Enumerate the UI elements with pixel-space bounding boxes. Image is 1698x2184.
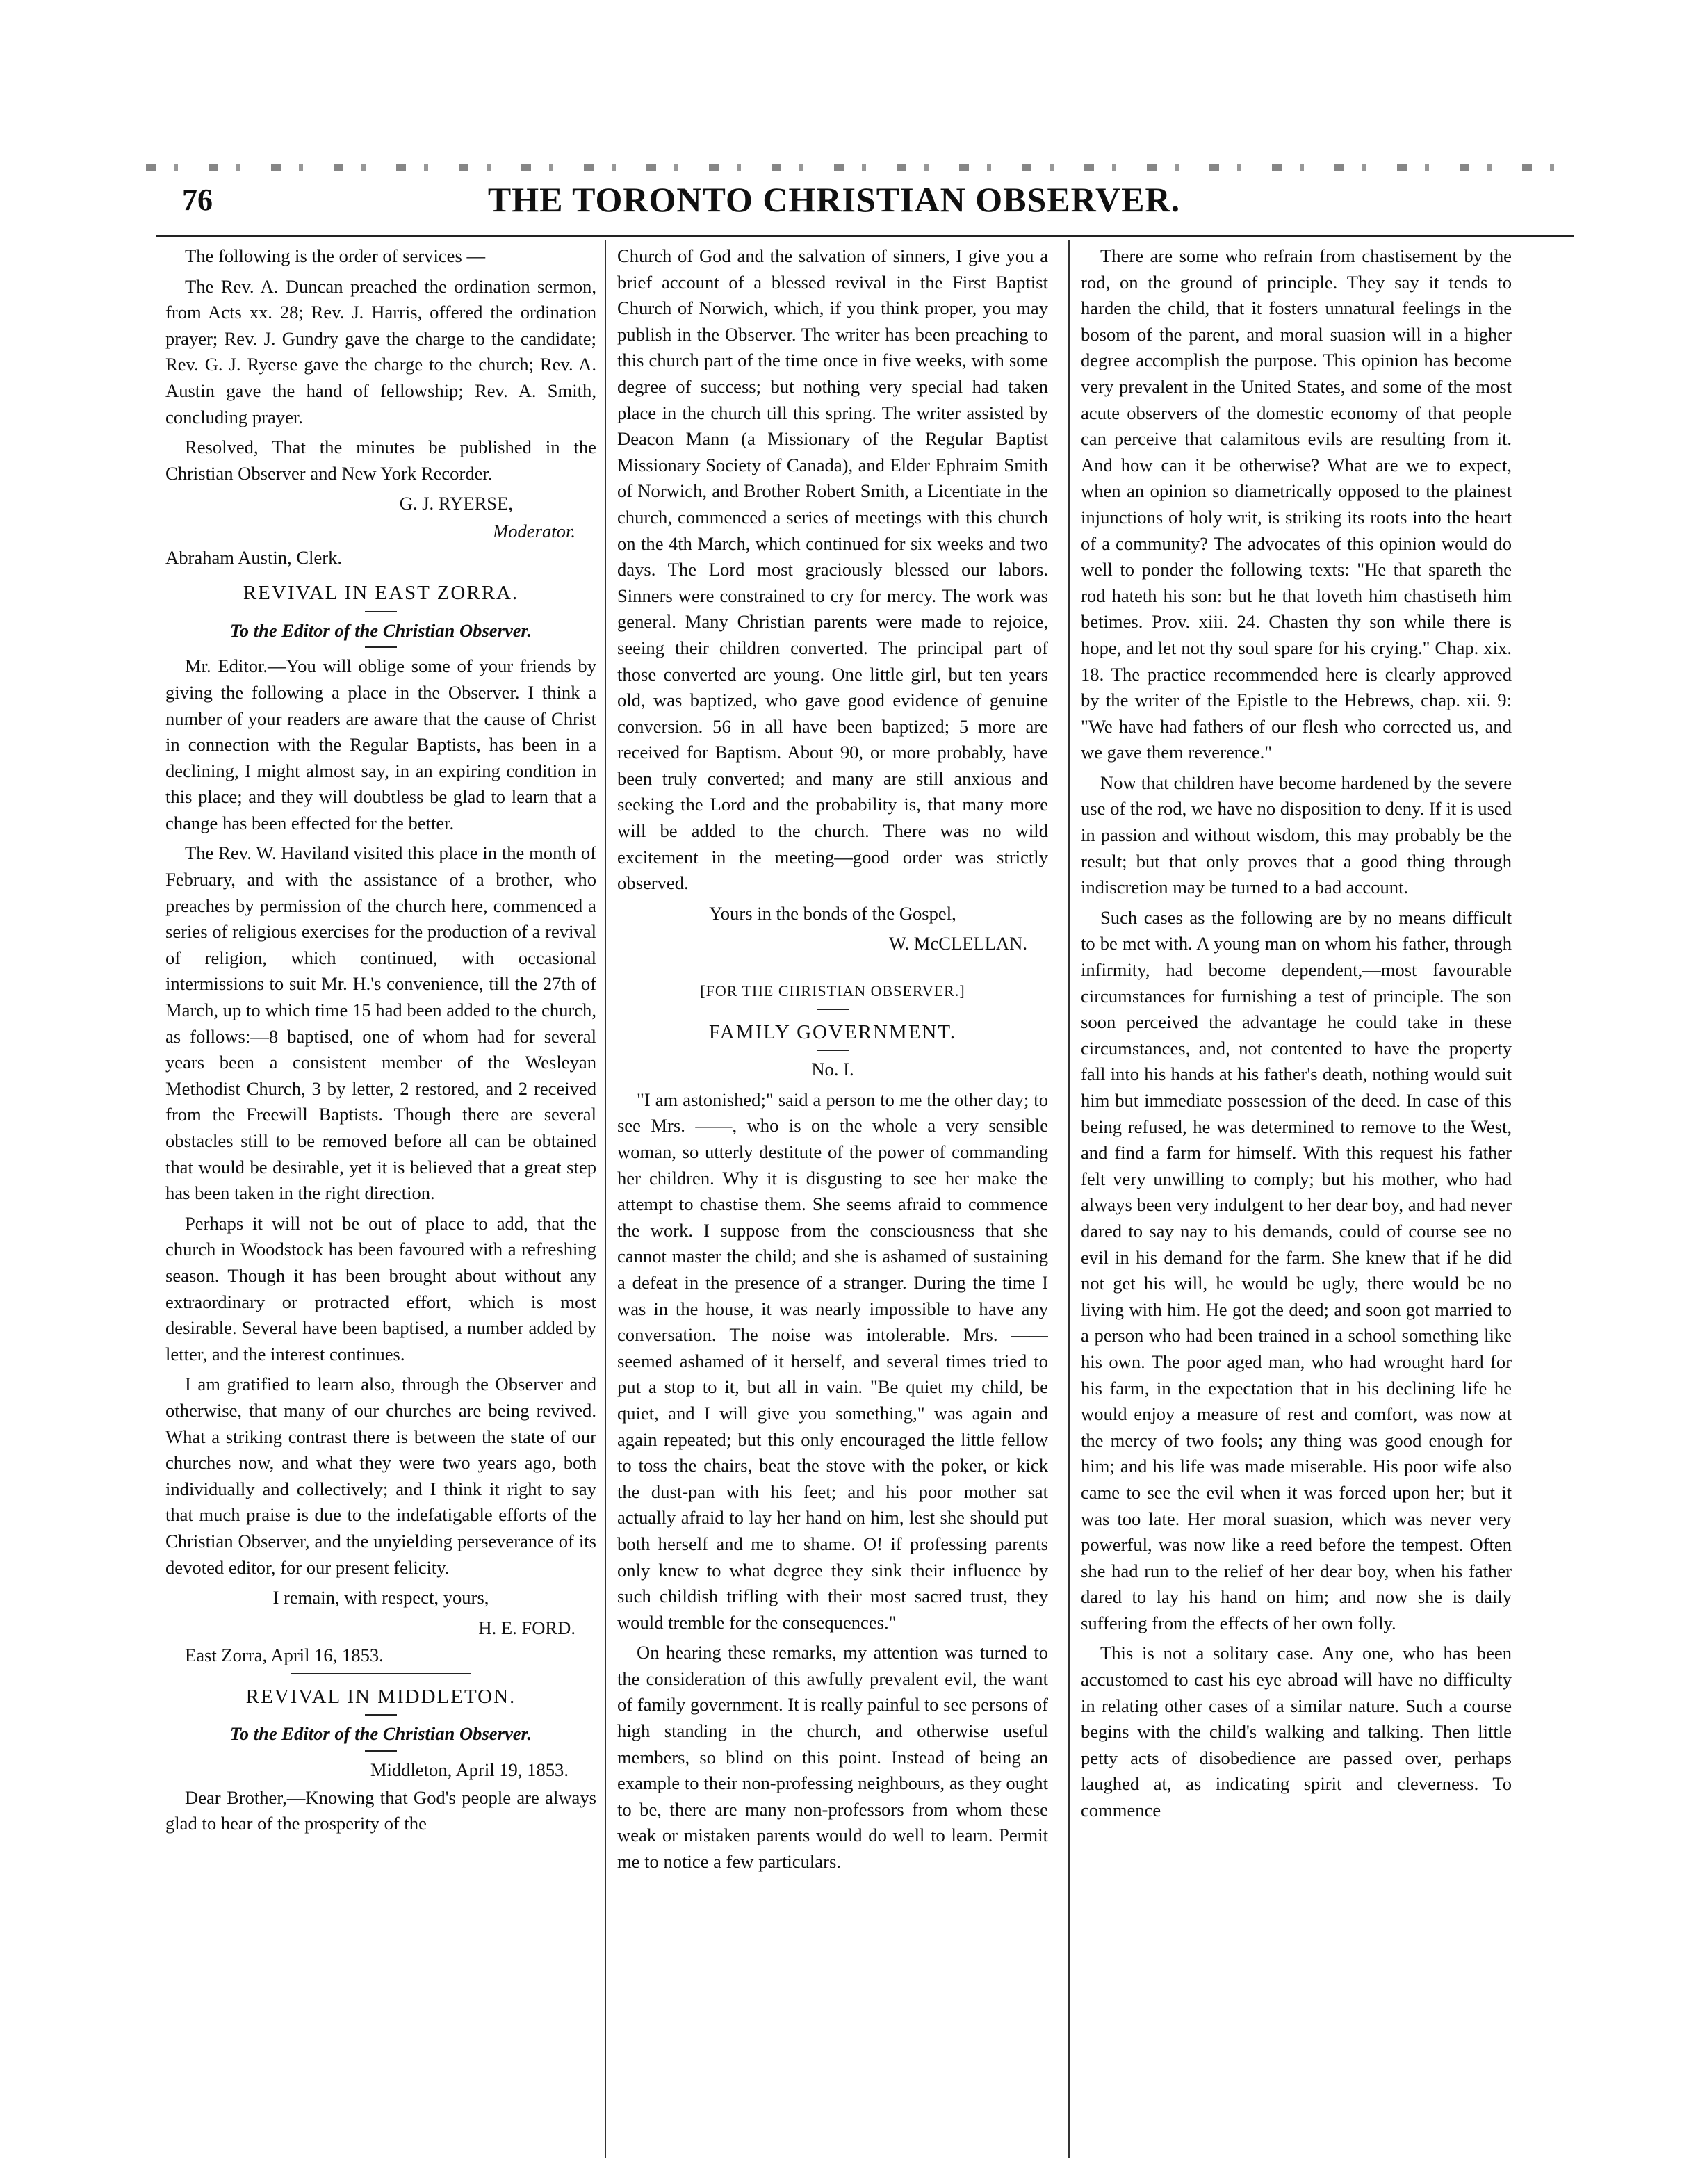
column-divider <box>605 240 606 2158</box>
article-subheading: To the Editor of the Christian Observer. <box>229 1723 532 1745</box>
masthead-title: THE TORONTO CHRISTIAN OBSERVER. <box>487 180 1181 219</box>
heading-rule <box>365 611 397 612</box>
dateline: Middleton, April 19, 1853. <box>370 1759 569 1781</box>
article-tag: [FOR THE CHRISTIAN OBSERVER.] <box>700 982 965 1000</box>
paragraph: Resolved, That the minutes be published in the Christian Observer and New York Recorder. <box>165 437 596 484</box>
closing-line: Yours in the bonds of the Gospel, <box>709 902 956 924</box>
paragraph: Such cases as the following are by no means difficult to be met with. A young man on whom his father, through infirmity, had become dependent,—most favourable circumstances for furnishing a test of principle. The son soon perceived the advantage he could take in these circumstances, and, not contented to have the property fall into his hands at his father's death, nothing would suit him but immediate possession of the deed. In case of this being refused, he was determined to remove to the West, and find a farm for himself. With this request his father felt very unwilling to comply; but his mother, who had always been very indulgent to her dear boy, and had never dared to say nay to his demands, could of course see no evil in his demand for the farm. She knew that if he did not get his will, he would be ugly, there would be no living with him. He got the deed; and soon got married to a person who had been trained in a school something like his own. The poor aged man, who had wrought hard for his farm, in the expectation that in his declining life he would enjoy a measure of rest and comfort, was now at the mercy of two fools; any thing was good enough for him; and his life was made miserable. His poor wife also came to see the evil when it was forced upon her; but it was too late. Her moral suasion, which was never very powerful, was now like a reed before the tempest. Often she had run to the relief of her dear boy, when his father dared to lay his hand on him; and now she is daily suffering from the effects of her own folly. <box>1081 906 1512 1633</box>
dateline: East Zorra, April 16, 1853. <box>185 1645 384 1666</box>
article-subheading: To the Editor of the Christian Observer. <box>229 619 532 641</box>
paragraph: On hearing these remarks, my attention was turned to the consideration of this awfully prevalent evil, the want of family government. It is really painful to see persons of high standing in the church, and otherwise useful members, so blind on this point. Instead of being an example to their non-professing neighbours, as they ought to be, there are many non-professors from whom these weak or mistaken parents would do well to learn. Permit me to notice a few particulars. <box>617 1642 1048 1873</box>
paragraph: Dear Brother,—Knowing that God's people are always glad to hear of the prosperity of the <box>165 1786 596 1834</box>
heading-rule <box>365 646 397 648</box>
paragraph: I am gratified to learn also, through the Observer and otherwise, that many of our churches are being revived. What a striking contrast there is between the state of our churches now, and what they were two years ago, both individually and collectively; and I think it right to say that much praise is due to the indefatigable efforts of the Christian Observer, and the unyielding perseverance of its devoted editor, for our present felicity. <box>165 1374 596 1578</box>
column-1 <box>165 243 596 2162</box>
heading-rule <box>817 1009 849 1010</box>
paragraph: This is not a solitary case. Any one, who has been accustomed to cast his eye abroad will have no difficulty in relating other cases of a similar nature. Such a course begins with the child's walking and talking. Then little petty acts of disobedience are passed over, perhaps laughed at, as indicating spirit and cleverness. To commence <box>1081 1643 1512 1821</box>
paragraph: The Rev. A. Duncan preached the ordination sermon, from Acts xx. 28; Rev. J. Harris, offered the ordination prayer; Rev. J. Gundry gave the charge to the candidate; Rev. G. J. Ryerse gave the charge to the church; Rev. A. Austin gave the hand of fellowship; Rev. A. Smith, concluding prayer. <box>165 275 596 427</box>
signature-name: H. E. FORD. <box>478 1617 575 1638</box>
signature-name: G. J. RYERSE, <box>399 493 513 514</box>
heading-rule <box>817 1050 849 1051</box>
paragraph: There are some who refrain from chastisement by the rod, on the ground of principle. They say it tends to harden the child, that it fosters unnatural feelings in the bosom of the parent, and moral suasion will in a higher degree accomplish the purpose. This opinion has become very prevalent in the United States, and some of the most acute observers of the domestic economy of that people can perceive that calamitous evils are resulting from it. And how can it be otherwise? What are we to expect, when an opinion so diametrically opposed to the plainest injunctions of holy writ, is striking its roots into the heart of a community? The advocates of this opinion would do well to ponder the following texts: "He that spareth the rod hateth his son: but he that loveth him chastiseth him betimes. Prov. xiii. 24. Chasten thy son while there is hope, and let not thy soul spare for his crying." Chap. xix. 18. The practice recommended here is clearly approved by the writer of the Epistle to the Hebrews, chap. xii. 9: "We have had fathers of our flesh who corrected us, and we gave them reverence." <box>1081 245 1512 763</box>
clerk-line: Abraham Austin, Clerk. <box>165 546 343 568</box>
article-heading: REVIVAL IN EAST ZORRA. <box>243 582 519 605</box>
article-number: No. I. <box>811 1059 854 1080</box>
section-rule <box>291 1673 471 1674</box>
closing-line: I remain, with respect, yours, <box>272 1587 489 1608</box>
heading-rule <box>365 1714 397 1716</box>
column-divider <box>1068 240 1070 2158</box>
header-rule <box>156 235 1574 237</box>
article-heading: FAMILY GOVERNMENT. <box>708 1020 957 1043</box>
paragraph: Now that children have become hardened by the severe use of the rod, we have no disposition to deny. If it is used in passion and without wisdom, this may probably be the result; but that only proves that a good thing through indiscretion may be turned to a bad account. <box>1081 772 1512 898</box>
heading-rule <box>365 1750 397 1752</box>
signature-title: Moderator. <box>493 520 575 541</box>
page-number: 76 <box>182 183 213 217</box>
column-3 <box>1081 243 1512 2162</box>
paragraph: Perhaps it will not be out of place to add, that the church in Woodstock has been favoured with a refreshing season. Though it has been brought about without any extraordinary or protracted effort, which is most desirable. Several have been baptised, a number added by letter, and the interest continues. <box>165 1212 596 1364</box>
scan-artifact-line <box>146 164 1578 171</box>
article-heading: REVIVAL IN MIDDLETON. <box>245 1685 516 1708</box>
paragraph: Church of God and the salvation of sinners, I give you a brief account of a blessed revival in the First Baptist Church of Norwich, which, if you think proper, you may publish in the Observer. The writer has been preaching to this church part of the time once in five weeks, with some degree of success; but nothing very special had taken place in the church till this spring. The writer assisted by Deacon Mann (a Missionary of the Regular Baptist Missionary Society of Canada), and Elder Ephraim Smith of Norwich, and Brother Robert Smith, a Licentiate in the church, commenced a series of meetings with this church on the 4th March, which continued for six weeks and two days. The Lord most graciously blessed our labors. Sinners were constrained to cry for mercy. The work was general. Many Christian parents were made to rejoice, seeing their children converted. The principal part of those converted are young. One little girl, but ten years old, was baptized, who gave good evidence of genuine conversion. 56 in all have been baptized; 5 more are received for Baptism. About 90, or more probably, have been truly converted; and many are still anxious and seeking the Lord and the probability is, that many more will be added to the church. There was no wild excitement in the meeting—good order was strictly observed. <box>617 245 1048 894</box>
paragraph: Mr. Editor.—You will oblige some of your friends by giving the following a place in the Observer. I think a number of your readers are aware that the cause of Christ in connection with the Regular Baptists, has been in a declining, I might almost say, in an expiring condition in this place; and they will doubtless be glad to learn that a change has been effected for the better. <box>165 655 596 833</box>
column-2 <box>617 243 1048 2162</box>
paragraph: "I am astonished;" said a person to me the other day; to see Mrs. ——, who is on the whole a very sensible woman, so utterly destitute of the power of commanding her children. Why it is disgusting to see her make the attempt to chastise them. She seems afraid to commence the work. I suppose from the consciousness that she cannot master the child; and she is ashamed of sustaining a defeat in the presence of a stranger. During the time I was in the house, it was nearly impossible to have any conversation. The noise was intolerable. Mrs. —— seemed ashamed of it herself, and several times tried to put a stop to it, but all in vain. "Be quiet my child, be quiet, and I will give you something," was again and again repeated; but this only encouraged the little fellow to toss the chairs, beat the stove with the poker, or kick the dust-pan with his feet; and his poor mother sat actually afraid to lay her hand on him, lest she should put both herself and me to shame. O! if professing parents only knew to what degree they sink their influence by such childish trifling with their most sacred trust, they would tremble for the consequences." <box>617 1089 1048 1633</box>
paragraph: The following is the order of services — <box>185 245 486 266</box>
paragraph: The Rev. W. Haviland visited this place in the month of February, and with the assistance of a brother, who preaches by permission of the church here, commenced a series of religious exercises for the production of a revival of religion, which continued, with occasional intermissions to suit Mr. H.'s convenience, till the 27th of March, up to which time 15 had been added to the church, as follows:—8 baptised, one of whom had for several years been a consistent member of the Wesleyan Methodist Church, 3 by letter, 2 restored, and 2 received from the Freewill Baptists. Though there are several obstacles still to be removed before all can be obtained that would be desirable, yet it is believed that a great step has been taken in the right direction. <box>165 842 596 1204</box>
signature-name: W. McCLELLAN. <box>888 933 1027 954</box>
